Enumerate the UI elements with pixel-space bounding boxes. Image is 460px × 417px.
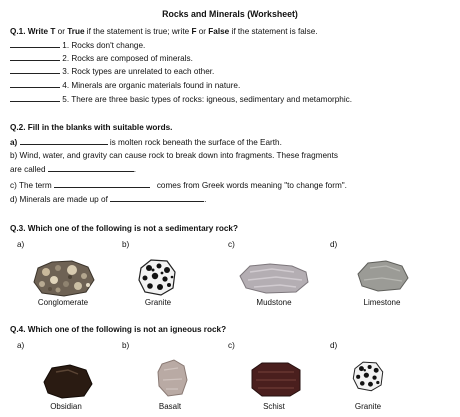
q1-item-1 [10, 40, 145, 51]
q1-or-2: or [196, 27, 209, 36]
q3-instruction [10, 224, 238, 234]
q4-label-obsidian: Obsidian [50, 402, 82, 411]
q2-a-label: a) [10, 138, 18, 147]
q1-or-1: or [55, 27, 68, 36]
granite-rock-image-2 [350, 356, 386, 396]
q4-label-granite: Granite [354, 402, 382, 411]
q3-label-conglomerate: Conglomerate [37, 298, 89, 307]
q1-f: F [191, 27, 197, 36]
q1-instruction-start: Q.1. Write [10, 27, 51, 36]
q2-a-text: is molten rock beneath the surface of the Earth. [107, 138, 282, 147]
q3-instruction-end: rock? [213, 224, 238, 233]
q3-label-granite: Granite [144, 298, 172, 307]
q4-option-a[interactable]: a) [17, 341, 25, 350]
q1-item-4 [10, 80, 240, 91]
q2-b-blank[interactable] [48, 164, 137, 174]
q2-d-blank[interactable] [110, 194, 207, 204]
q1-answer-blank-2[interactable] [10, 53, 60, 61]
q4-instruction-end: rock? [201, 325, 227, 334]
q3-option-c[interactable]: c) [228, 240, 235, 249]
obsidian-rock-image [40, 362, 96, 400]
q2-c [10, 180, 347, 191]
q2-b-text2: are called [10, 165, 46, 174]
q1-item-1-text: 1. Rocks don't change. [62, 41, 146, 50]
q4-option-b[interactable]: b) [122, 341, 130, 350]
q3-label-mudstone: Mudstone [256, 298, 292, 307]
granite-rock-image [135, 256, 179, 298]
q3-label-limestone: Limestone [363, 298, 401, 307]
q4-igneous: igneous [170, 325, 202, 334]
q4-option-d[interactable]: d) [330, 341, 338, 350]
basalt-rock-image [154, 358, 190, 398]
q1-item-5 [10, 94, 352, 105]
q1-true: True [67, 27, 85, 36]
q3-a: a [156, 224, 166, 233]
q4-instruction-start: Q.4. Which one of the following is [10, 325, 144, 334]
q1-instruction [10, 27, 318, 37]
q4-an: an [156, 325, 171, 334]
q2-b-end: . [133, 165, 137, 174]
q3-instruction-start: Q.3. Which one of the following is [10, 224, 144, 233]
q1-t: T [50, 27, 56, 36]
q3-not: not [143, 224, 157, 233]
q1-item-4-text: 4. Minerals are organic materials found in nature. [62, 81, 241, 90]
q2-b: b) Wind, water, and gravity can cause rock to break down into fragments. These fragments [10, 151, 338, 160]
q4-label-basalt: Basalt [158, 402, 182, 411]
limestone-rock-image [352, 258, 412, 294]
q2-a-blank[interactable] [20, 137, 108, 145]
q2-b-line2 [10, 164, 136, 175]
q2-c-blank[interactable] [54, 180, 150, 188]
q4-label-schist: Schist [263, 402, 285, 411]
q1-instruction-end: if the statement is false. [229, 27, 318, 36]
q1-item-2-text: 2. Rocks are composed of minerals. [62, 54, 193, 63]
mudstone-rock-image [236, 260, 312, 296]
q4-instruction [10, 325, 226, 335]
q3-option-d[interactable]: d) [330, 240, 338, 249]
q2-d-end: . [204, 195, 207, 204]
q2-c-label: c) The term [10, 181, 52, 190]
q1-answer-blank-1[interactable] [10, 40, 60, 48]
q2-d [10, 194, 206, 205]
conglomerate-rock-image [28, 258, 98, 298]
q1-item-3 [10, 66, 214, 77]
q1-answer-blank-4[interactable] [10, 80, 60, 88]
q2-instruction: Q.2. Fill in the blanks with suitable words. [10, 123, 173, 132]
schist-rock-image [248, 360, 304, 398]
q1-item-5-text: 5. There are three basic types of rocks: igneous, sedimentary and metamorphic. [62, 95, 353, 104]
worksheet-title: Rocks and Minerals (Worksheet) [162, 9, 298, 19]
q1-item-3-text: 3. Rock types are unrelated to each other. [62, 67, 215, 76]
q1-answer-blank-3[interactable] [10, 66, 60, 74]
q1-item-2 [10, 53, 193, 64]
q3-option-a[interactable]: a) [17, 240, 25, 249]
q2-a [10, 137, 282, 148]
q3-sedimentary: sedimentary [165, 224, 214, 233]
q1-answer-blank-5[interactable] [10, 94, 60, 102]
q2-c-text: comes from Greek words meaning "to change form". [154, 181, 347, 190]
q2-d-text: d) Minerals are made up of [10, 195, 108, 204]
q1-instruction-mid: if the statement is true; write [84, 27, 192, 36]
q1-false: False [208, 27, 230, 36]
q3-option-b[interactable]: b) [122, 240, 130, 249]
q4-not: not [143, 325, 157, 334]
q4-option-c[interactable]: c) [228, 341, 235, 350]
